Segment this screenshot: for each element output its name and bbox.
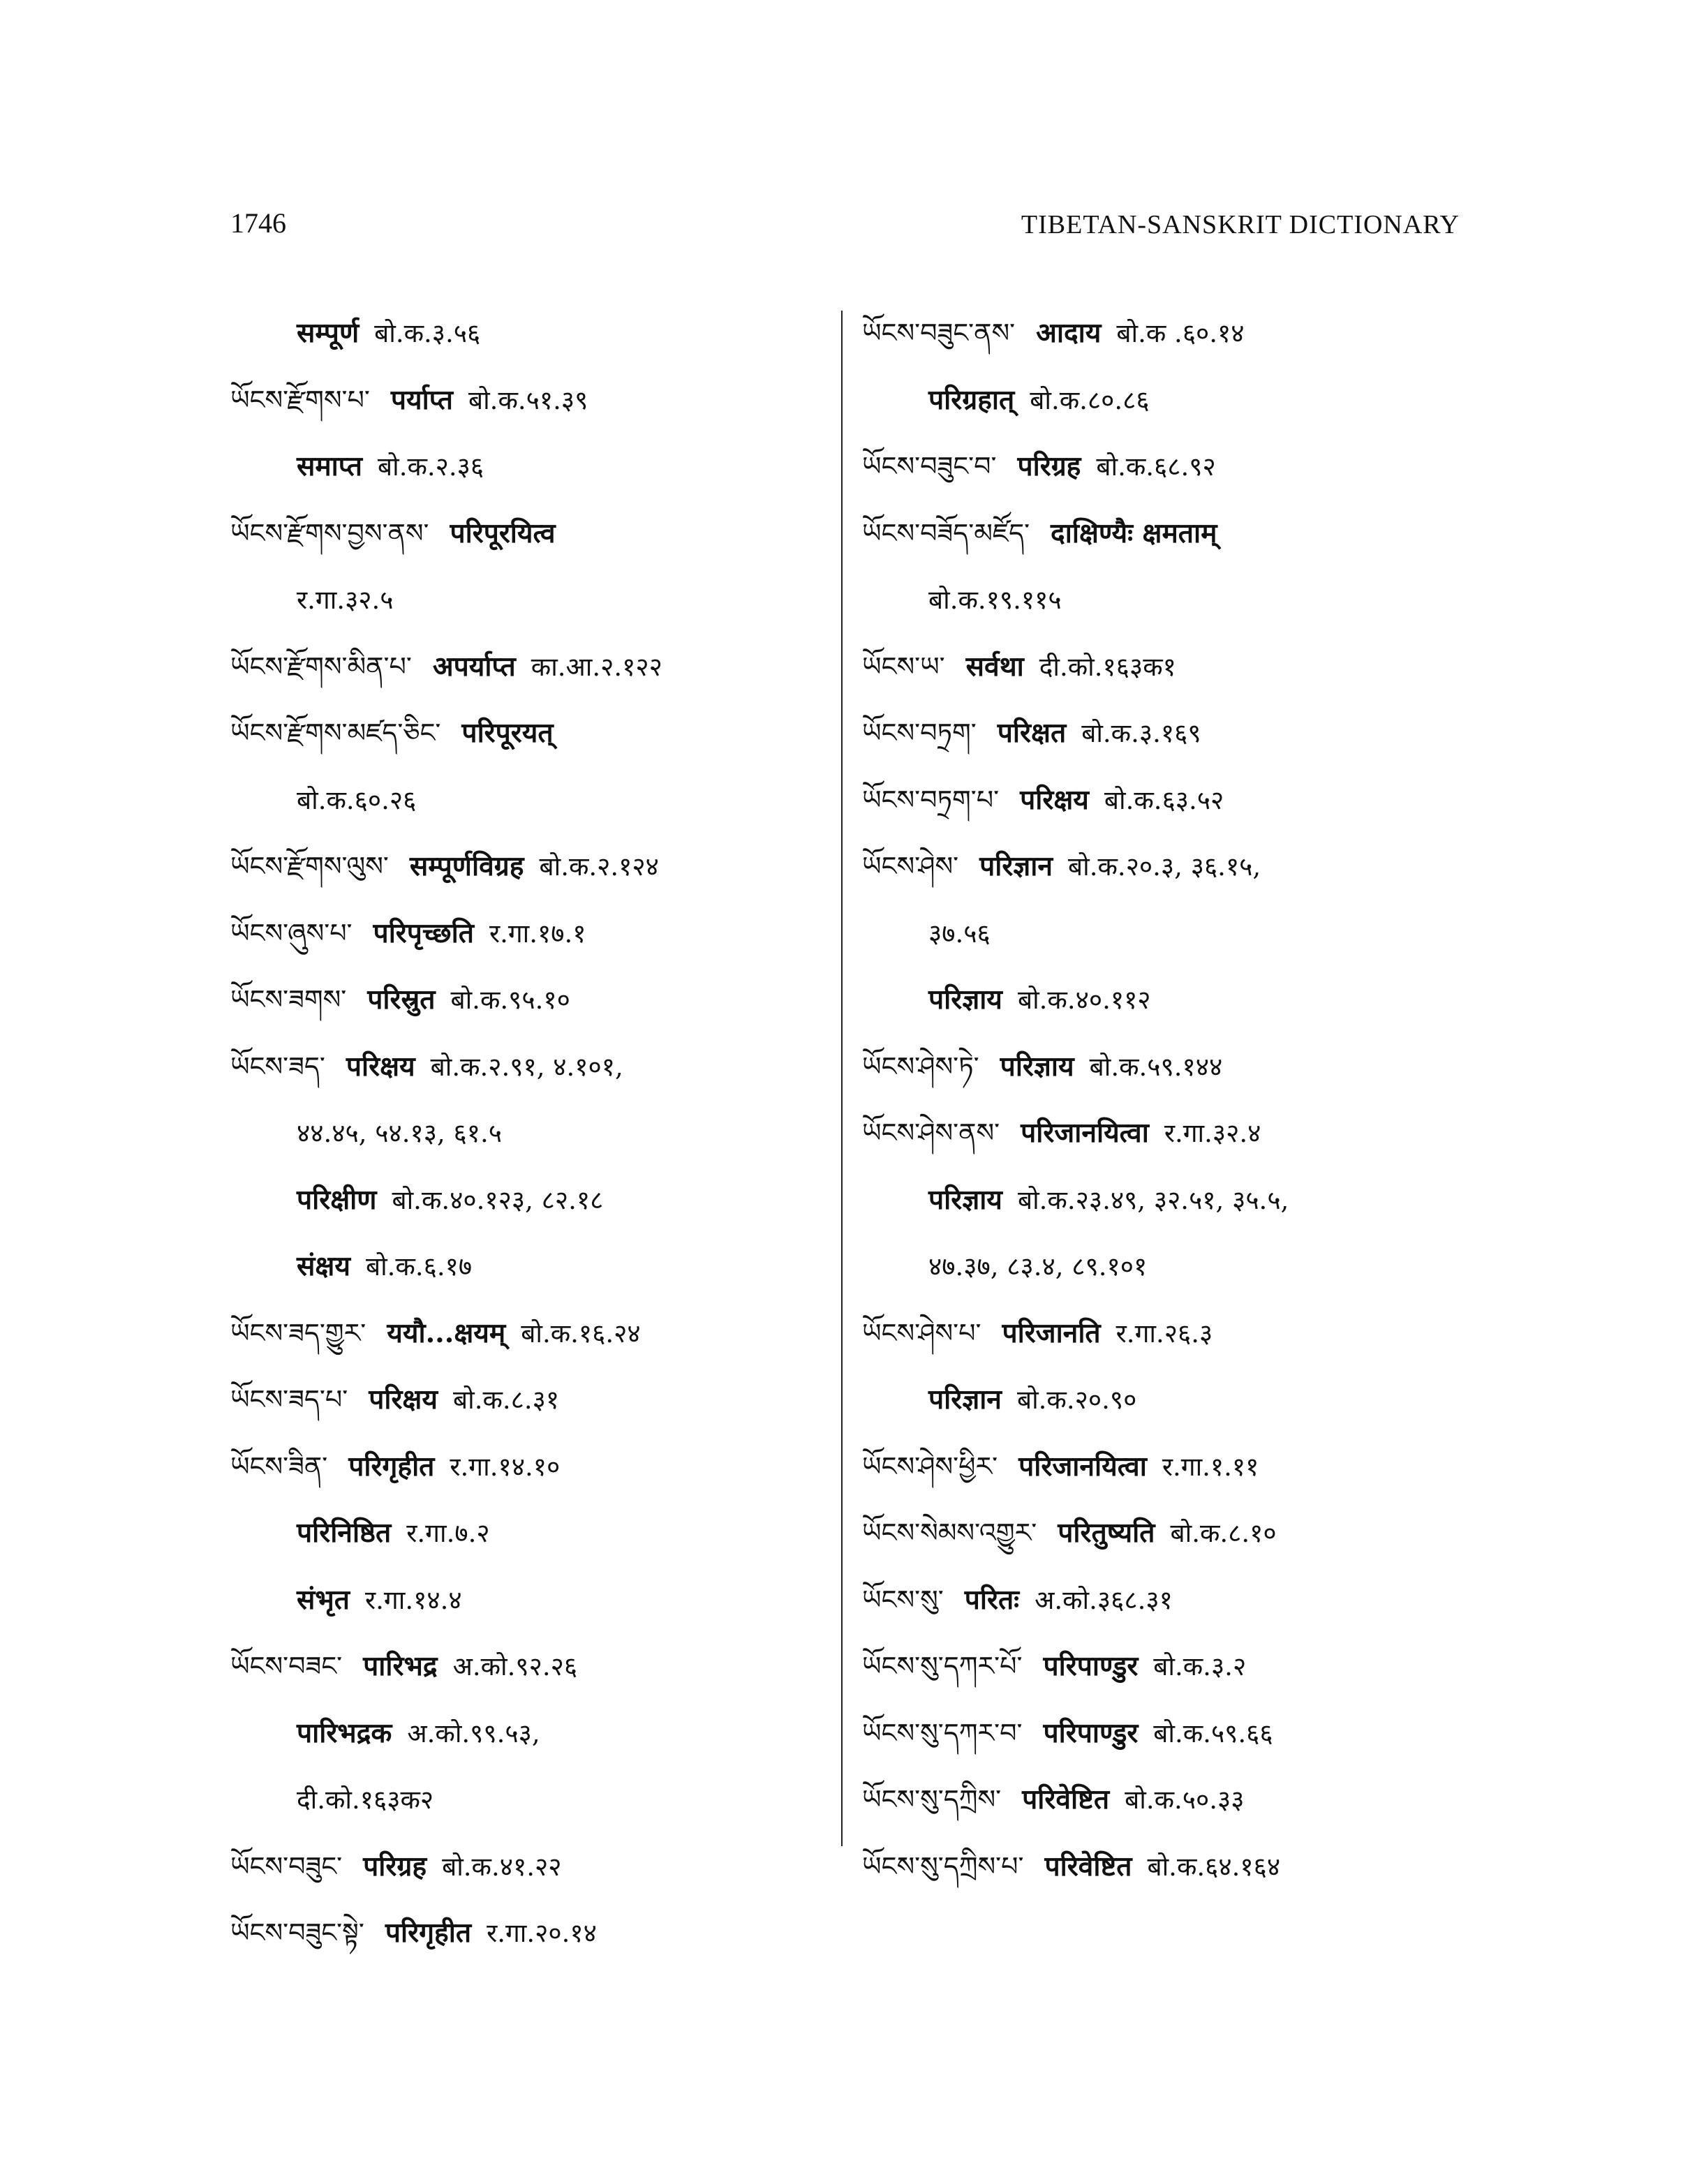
sanskrit-equivalent: परिवेष्टित bbox=[1044, 1850, 1132, 1882]
dictionary-entry-line bbox=[862, 1434, 1469, 1501]
source-reference: बो.क.६०.२६ bbox=[297, 785, 417, 815]
sanskrit-equivalent: परिजानयित्वा bbox=[1021, 1117, 1149, 1149]
source-reference: र.गा.१७.१ bbox=[489, 918, 586, 949]
tibetan-headword: ཡོངས་རྫོགས་མིན་པ་ bbox=[230, 651, 412, 682]
source-reference: बो.क.८.१० bbox=[1170, 1518, 1277, 1548]
dictionary-entry-line bbox=[862, 1034, 1469, 1101]
source-reference: अ.को.९२.२६ bbox=[452, 1651, 578, 1681]
source-reference: बो.क.९५.१० bbox=[450, 985, 570, 1015]
dictionary-entry-line bbox=[862, 700, 1469, 767]
tibetan-headword: ཡོངས་བཟུང་སྟེ་ bbox=[230, 1917, 364, 1948]
source-reference: बो.क.५९.१४४ bbox=[1089, 1051, 1223, 1082]
source-reference: बो.क.६.१७ bbox=[365, 1251, 473, 1282]
dictionary-entry-line bbox=[230, 900, 824, 967]
dictionary-entry-line bbox=[230, 1367, 824, 1434]
source-reference: का.आ.२.१२२ bbox=[531, 651, 662, 682]
source-reference: बो.क.२३.४९, ३२.५१, ३५.५, bbox=[1017, 1184, 1289, 1215]
dictionary-entry-line bbox=[230, 967, 824, 1034]
source-reference: बो.क.६४.१६४ bbox=[1147, 1851, 1281, 1882]
tibetan-headword: ཡོངས་རྫོགས་བྱས་ནས་ bbox=[230, 517, 429, 549]
dictionary-entry-line bbox=[230, 567, 824, 634]
sanskrit-equivalent: सम्पूर्णविग्रह bbox=[409, 850, 524, 882]
sanskrit-equivalent: परिपृच्छति bbox=[373, 916, 474, 949]
tibetan-headword: ཡོངས་ཟད་གྱུར་ bbox=[230, 1317, 366, 1349]
dictionary-entry-line bbox=[862, 1767, 1469, 1834]
source-reference: बो.क.५०.३३ bbox=[1125, 1785, 1245, 1815]
source-reference: बो.क.२.९१, ४.१०१, bbox=[430, 1051, 623, 1082]
tibetan-headword: ཡོངས་སུ་ bbox=[862, 1584, 944, 1615]
dictionary-entry-line bbox=[230, 767, 824, 834]
tibetan-headword: ཡོངས་བཟོད་མཛོད་ bbox=[862, 517, 1030, 549]
dictionary-entry-line bbox=[862, 567, 1469, 634]
dictionary-entry-line bbox=[862, 967, 1469, 1034]
sanskrit-equivalent: परिक्षत bbox=[997, 717, 1067, 749]
source-reference: बो.क.५९.६६ bbox=[1153, 1718, 1273, 1748]
source-reference: र.गा.७.२ bbox=[406, 1518, 490, 1548]
source-reference: ४४.४५, ५४.१३, ६१.५ bbox=[297, 1118, 502, 1148]
dictionary-entry-line bbox=[230, 1767, 824, 1834]
sanskrit-equivalent: परिपाण्डुर bbox=[1043, 1716, 1139, 1749]
tibetan-headword: ཡོངས་ཤེས་ཕྱིར་ bbox=[862, 1450, 998, 1482]
sanskrit-equivalent: परिपाण्डुर bbox=[1043, 1650, 1139, 1682]
sanskrit-equivalent: परिक्षीण bbox=[297, 1183, 377, 1216]
dictionary-entry-line bbox=[230, 634, 824, 701]
tibetan-headword: ཡོངས་སུ་དཀྲིས་པ་ bbox=[862, 1850, 1024, 1882]
sanskrit-equivalent: पारिभद्रक bbox=[297, 1716, 392, 1749]
sanskrit-equivalent: परिस्रुत bbox=[367, 983, 436, 1016]
dictionary-entry-line bbox=[230, 1633, 824, 1700]
tibetan-headword: ཡོངས་ཟགས་ bbox=[230, 984, 347, 1015]
dictionary-entry-line bbox=[862, 833, 1469, 900]
dictionary-entry-line bbox=[862, 767, 1469, 834]
dictionary-entry-line bbox=[230, 1300, 824, 1367]
dictionary-entry-line bbox=[230, 433, 824, 500]
source-reference: बो.क.४०.११२ bbox=[1017, 985, 1151, 1015]
source-reference: बो.क.६८.९२ bbox=[1096, 452, 1216, 482]
tibetan-headword: ཡོངས་ཤེས་ཏེ་ bbox=[862, 1050, 979, 1082]
sanskrit-equivalent: परिक्षय bbox=[346, 1050, 415, 1083]
dictionary-entry-line bbox=[862, 1100, 1469, 1167]
tibetan-headword: ཡོངས་སུ་དཀར་པོ་ bbox=[862, 1651, 1023, 1681]
sanskrit-equivalent: परितः bbox=[964, 1583, 1020, 1616]
source-reference: र.गा.१.११ bbox=[1162, 1451, 1259, 1482]
dictionary-entry-line bbox=[230, 1100, 824, 1167]
sanskrit-equivalent: परितुष्यति bbox=[1058, 1517, 1155, 1549]
page-number: 1746 bbox=[230, 207, 286, 239]
sanskrit-equivalent: परिगृहीत bbox=[348, 1450, 435, 1483]
dictionary-entry-line bbox=[230, 1034, 824, 1101]
dictionary-entry-line bbox=[862, 1300, 1469, 1367]
tibetan-headword: ཡོངས་བཟུང་ bbox=[230, 1850, 343, 1882]
source-reference: बो.क .६०.१४ bbox=[1116, 318, 1245, 348]
sanskrit-equivalent: परिग्रह bbox=[1017, 450, 1081, 482]
source-reference: ४७.३७, ८३.४, ८९.१०१ bbox=[928, 1251, 1148, 1282]
dictionary-entry-line bbox=[230, 1900, 824, 1967]
source-reference: अ.को.३६८.३१ bbox=[1035, 1584, 1173, 1615]
source-reference: बो.क.४१.२२ bbox=[442, 1851, 562, 1882]
right-column bbox=[862, 300, 1469, 1900]
source-reference: बो.क.४०.१२३, ८२.१८ bbox=[392, 1184, 604, 1215]
sanskrit-equivalent: परिपूरयित्व bbox=[450, 517, 556, 549]
source-reference: बो.क.२.१२४ bbox=[539, 852, 659, 882]
tibetan-headword: ཡོངས་སུ་དཀྲིས་ bbox=[862, 1784, 1002, 1815]
tibetan-headword: ཡོངས་རྫོགས་མཛད་ཅིང་ bbox=[230, 718, 441, 748]
dictionary-entry-line bbox=[230, 500, 824, 567]
dictionary-entry-line bbox=[862, 1500, 1469, 1567]
sanskrit-equivalent: दाक्षिण्यैः क्षमताम् bbox=[1051, 517, 1217, 549]
source-reference: बो.क.१६.२४ bbox=[521, 1318, 641, 1349]
sanskrit-equivalent: अपर्याप्त bbox=[432, 650, 516, 683]
sanskrit-equivalent: सम्पूर्ण bbox=[297, 317, 360, 349]
tibetan-headword: ཡོངས་ཤེས་ནས་ bbox=[862, 1117, 1000, 1148]
dictionary-entry-line bbox=[230, 833, 824, 900]
tibetan-headword: ཡོངས་བཟུང་བ་ bbox=[862, 451, 997, 482]
sanskrit-equivalent: परिगृहीत bbox=[385, 1917, 472, 1949]
tibetan-headword: ཡོངས་ཟིན་ bbox=[230, 1450, 328, 1482]
sanskrit-equivalent: परिज्ञान bbox=[928, 1383, 1002, 1416]
source-reference: बो.क.३.१६९ bbox=[1081, 718, 1201, 748]
dictionary-entry-line bbox=[230, 1233, 824, 1300]
source-reference: बो.क.३.५६ bbox=[374, 318, 481, 348]
source-reference: र.गा.२०.१४ bbox=[487, 1918, 597, 1948]
dictionary-entry-line bbox=[862, 433, 1469, 500]
sanskrit-equivalent: संभृत bbox=[297, 1583, 350, 1616]
dictionary-entry-line bbox=[230, 300, 824, 367]
sanskrit-equivalent: पारिभद्र bbox=[363, 1650, 438, 1682]
source-reference: र.गा.३२.५ bbox=[297, 585, 394, 615]
sanskrit-equivalent: सर्वथा bbox=[965, 650, 1024, 683]
source-reference: दी.को.१६३क२ bbox=[297, 1785, 434, 1815]
tibetan-headword: ཡོངས་བཏྲག་པ་ bbox=[862, 784, 1000, 815]
dictionary-entry-line bbox=[862, 367, 1469, 434]
dictionary-entry-line bbox=[862, 1233, 1469, 1300]
sanskrit-equivalent: समाप्त bbox=[297, 450, 363, 482]
sanskrit-equivalent: परिज्ञान bbox=[979, 850, 1053, 882]
tibetan-headword: ཡོངས་ཤེས་ bbox=[862, 851, 959, 882]
sanskrit-equivalent: आदाय bbox=[1036, 317, 1102, 349]
dictionary-entry-line bbox=[230, 1167, 824, 1234]
tibetan-headword: ཡོངས་ཡ་ bbox=[862, 651, 945, 682]
source-reference: बो.क.१९.११५ bbox=[928, 585, 1062, 615]
dictionary-entry-line bbox=[862, 1633, 1469, 1700]
tibetan-headword: ཡོངས་བཏྲག་ bbox=[862, 718, 977, 748]
source-reference: बो.क.८.३१ bbox=[453, 1385, 560, 1415]
sanskrit-equivalent: ययौ...क्षयम् bbox=[387, 1316, 506, 1349]
tibetan-headword: ཡོངས་ཟད་ bbox=[230, 1050, 325, 1082]
dictionary-entry-line bbox=[862, 500, 1469, 567]
sanskrit-equivalent: परिक्षय bbox=[369, 1383, 438, 1416]
left-column bbox=[230, 300, 824, 1967]
tibetan-headword: ཡོངས་བཟང་ bbox=[230, 1651, 343, 1681]
source-reference: र.गा.१४.४ bbox=[365, 1584, 462, 1615]
source-reference: बो.क.३.२ bbox=[1153, 1651, 1247, 1681]
tibetan-headword: ཡོངས་ཟད་པ་ bbox=[230, 1384, 348, 1415]
sanskrit-equivalent: परिज्ञाय bbox=[928, 1183, 1002, 1216]
sanskrit-equivalent: परिग्रहात् bbox=[928, 383, 1015, 416]
tibetan-headword: ཡོངས་རྫོགས་པ་ bbox=[230, 384, 370, 415]
source-reference: अ.को.९९.५३, bbox=[407, 1718, 540, 1748]
dictionary-entry-line bbox=[862, 1834, 1469, 1901]
dictionary-entry-line bbox=[862, 300, 1469, 367]
dictionary-entry-line bbox=[862, 900, 1469, 967]
source-reference: बो.क.२.३६ bbox=[378, 452, 484, 482]
source-reference: बो.क.५१.३९ bbox=[468, 385, 588, 415]
column-divider bbox=[841, 311, 843, 1846]
sanskrit-equivalent: पर्याप्त bbox=[390, 383, 453, 416]
sanskrit-equivalent: परिजानयित्वा bbox=[1018, 1450, 1147, 1483]
source-reference: ३७.५६ bbox=[928, 918, 991, 949]
source-reference: बो.क.८०.८६ bbox=[1030, 385, 1150, 415]
dictionary-entry-line bbox=[862, 1567, 1469, 1634]
sanskrit-equivalent: परिनिष्ठित bbox=[297, 1517, 392, 1549]
dictionary-entry-line bbox=[862, 1700, 1469, 1767]
running-head: TIBETAN-SANSKRIT DICTIONARY bbox=[1021, 210, 1460, 239]
source-reference: र.गा.३२.४ bbox=[1164, 1118, 1261, 1148]
tibetan-headword: ཡོངས་སེམས་འགྱུར་ bbox=[862, 1517, 1037, 1548]
sanskrit-equivalent: परिवेष्टित bbox=[1022, 1783, 1110, 1815]
source-reference: दी.को.१६३क१ bbox=[1039, 651, 1176, 682]
sanskrit-equivalent: परिज्ञाय bbox=[1000, 1050, 1074, 1083]
dictionary-entry-line bbox=[230, 1834, 824, 1901]
sanskrit-equivalent: परिज्ञाय bbox=[928, 983, 1002, 1016]
dictionary-entry-line bbox=[862, 1167, 1469, 1234]
sanskrit-equivalent: संक्षय bbox=[297, 1250, 350, 1282]
dictionary-entry-line bbox=[230, 1434, 824, 1501]
source-reference: बो.क.२०.३, ३६.१५, bbox=[1068, 852, 1261, 882]
sanskrit-equivalent: परिपूरयत् bbox=[461, 717, 554, 749]
dictionary-entry-line bbox=[862, 1367, 1469, 1434]
dictionary-entry-line bbox=[230, 700, 824, 767]
tibetan-headword: ཡོངས་ཤེས་པ་ bbox=[862, 1317, 981, 1349]
tibetan-headword: ཡོངས་སུ་དཀར་བ་ bbox=[862, 1717, 1023, 1748]
sanskrit-equivalent: परिजानति bbox=[1002, 1316, 1101, 1349]
tibetan-headword: ཡོངས་ཞུས་པ་ bbox=[230, 917, 353, 949]
sanskrit-equivalent: परिग्रह bbox=[363, 1850, 427, 1882]
source-reference: बो.क.६३.५२ bbox=[1104, 785, 1224, 815]
source-reference: र.गा.१४.१० bbox=[450, 1451, 561, 1482]
source-reference: र.गा.२६.३ bbox=[1115, 1318, 1213, 1349]
dictionary-entry-line bbox=[230, 367, 824, 434]
tibetan-headword: ཡོངས་རྫོགས་ལུས་ bbox=[230, 851, 389, 882]
sanskrit-equivalent: परिक्षय bbox=[1020, 783, 1089, 816]
dictionary-entry-line bbox=[862, 634, 1469, 701]
dictionary-entry-line bbox=[230, 1700, 824, 1767]
dictionary-entry-line bbox=[230, 1500, 824, 1567]
tibetan-headword: ཡོངས་བཟུང་ནས་ bbox=[862, 318, 1016, 348]
dictionary-entry-line bbox=[230, 1567, 824, 1634]
source-reference: बो.क.२०.९० bbox=[1016, 1385, 1137, 1415]
